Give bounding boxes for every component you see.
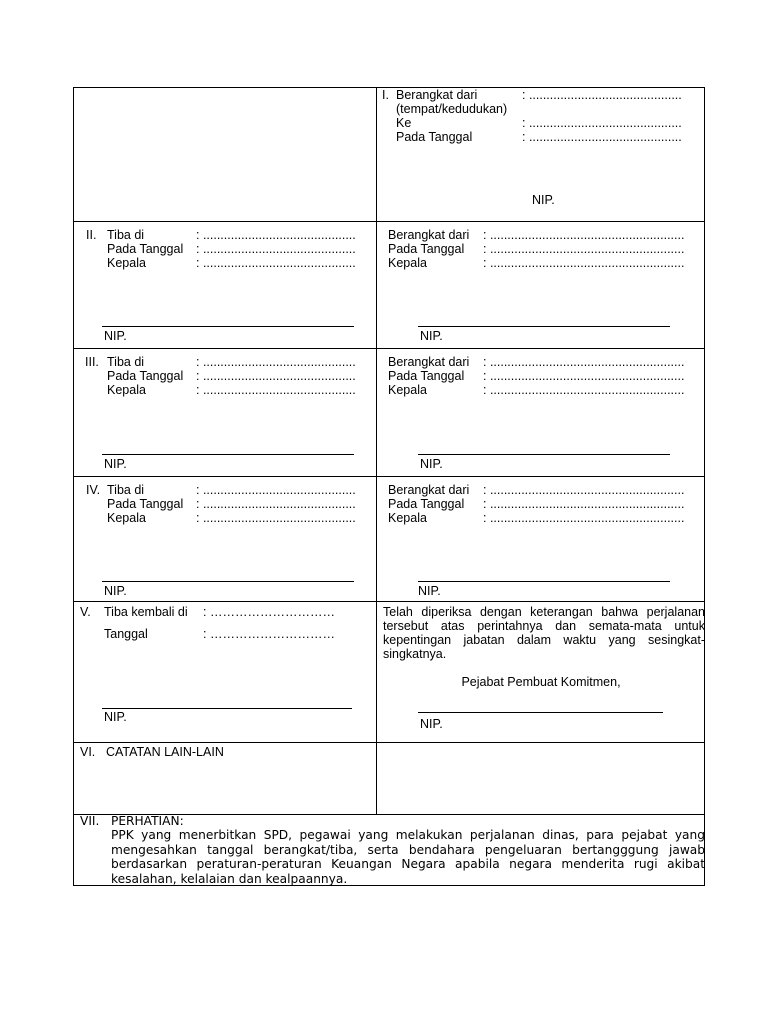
section-2-numeral: II. (86, 228, 97, 242)
section-2-right-nip: NIP. (420, 329, 443, 343)
section-4-right-label-head: Kepala (388, 511, 427, 525)
section-1-value-departure: : ............................................ (522, 88, 682, 102)
section-2-right-label-head: Kepala (388, 256, 427, 270)
section-3-left-value-head: : ............................................ (196, 383, 356, 397)
section-3-left-value-date: : ............................................ (196, 369, 356, 383)
section-3-right-value-date: : ........................................................ (483, 369, 685, 383)
section-2-left-label-date: Pada Tanggal (107, 242, 184, 256)
row-divider-1 (73, 221, 705, 222)
section-7-title: PERHATIAN: (111, 814, 184, 828)
section-2-right-label-departure: Berangkat dari (388, 228, 470, 242)
section-5-label-return: Tiba kembali di (104, 605, 188, 619)
section-2-left-value-head: : ............................................ (196, 256, 356, 270)
section-4-left-value-head: : ............................................ (196, 511, 356, 525)
section-4-right-value-departure: : ........................................................ (483, 483, 685, 497)
section-3-right-label-head: Kepala (388, 383, 427, 397)
section-1-label-departure: Berangkat dari (396, 88, 478, 102)
section-5-statement: Telah diperiksa dengan keterangan bahwa perjalanan tersebut atas perintahnya dan semata-mata untuk kepentingan jabatan dalam waktu yang sesingkat-singkatnya. (383, 605, 705, 661)
section-1-numeral: I. (382, 88, 389, 102)
section-5-left-nip: NIP. (104, 710, 127, 724)
section-5-label-date: Tanggal (104, 627, 148, 641)
row-divider-2 (73, 348, 705, 349)
section-5-value-date: : ………………………… (203, 627, 335, 641)
row-divider-5 (73, 742, 705, 743)
section-4-left-label-date: Pada Tanggal (107, 497, 184, 511)
section-4-right-label-departure: Berangkat dari (388, 483, 470, 497)
section-1-nip: NIP. (532, 193, 555, 207)
section-4-left-label-arrival: Tiba di (107, 483, 145, 497)
section-4-right-signature-line (418, 581, 670, 582)
row-divider-4 (73, 601, 705, 602)
section-5-value-return: : ………………………… (203, 605, 335, 619)
section-1-label-date: Pada Tanggal (396, 130, 473, 144)
section-4-left-signature-line (102, 581, 354, 582)
section-2-left-nip: NIP. (104, 329, 127, 343)
section-2-left-label-head: Kepala (107, 256, 146, 270)
section-6-numeral: VI. (80, 745, 96, 759)
section-6-title: CATATAN LAIN-LAIN (106, 745, 224, 759)
section-2-right-signature-line (418, 326, 670, 327)
section-4-left-nip: NIP. (104, 584, 127, 598)
section-3-right-nip: NIP. (420, 457, 443, 471)
section-3-numeral: III. (85, 355, 99, 369)
section-3-right-label-date: Pada Tanggal (388, 369, 465, 383)
section-2-right-value-head: : ........................................................ (483, 256, 685, 270)
row-divider-3 (73, 476, 705, 477)
section-1-label-domicile: (tempat/kedudukan) (396, 102, 508, 116)
section-2-left-signature-line (102, 326, 354, 327)
section-3-left-signature-line (102, 454, 354, 455)
section-4-right-value-head: : ........................................................ (483, 511, 685, 525)
section-3-right-signature-line (418, 454, 670, 455)
section-3-left-label-date: Pada Tanggal (107, 369, 184, 383)
section-3-left-label-head: Kepala (107, 383, 146, 397)
section-7-body: PPK yang menerbitkan SPD, pegawai yang melakukan perjalanan dinas, para pejabat yang mengesahkan tanggal berangkat/tiba, serta bendahara pengeluaran bertangggung jawab berdasarkan peraturan-peraturan Keuangan Negara apabila negara menderita rugi akibat kesalahan, kelalaian dan kealpaannya. (111, 828, 705, 887)
section-4-right-value-date: : ........................................................ (483, 497, 685, 511)
section-5-right-signature-line (418, 712, 663, 713)
section-3-left-nip: NIP. (104, 457, 127, 471)
section-2-right-value-date: : ........................................................ (483, 242, 685, 256)
section-1-value-destination: : ............................................ (522, 116, 682, 130)
section-2-left-label-arrival: Tiba di (107, 228, 145, 242)
section-5-numeral: V. (80, 605, 91, 619)
section-4-left-value-arrival: : ............................................ (196, 483, 356, 497)
section-7-numeral: VII. (80, 814, 100, 828)
section-5-official-title: Pejabat Pembuat Komitmen, (461, 675, 621, 689)
column-divider (376, 87, 377, 814)
section-5-right-nip: NIP. (420, 717, 443, 731)
section-3-right-label-departure: Berangkat dari (388, 355, 470, 369)
section-4-left-value-date: : ............................................ (196, 497, 356, 511)
section-4-right-nip: NIP. (418, 584, 441, 598)
section-3-right-value-head: : ........................................................ (483, 383, 685, 397)
section-3-left-value-arrival: : ............................................ (196, 355, 356, 369)
section-1-value-date: : ............................................ (522, 130, 682, 144)
section-2-right-label-date: Pada Tanggal (388, 242, 465, 256)
section-3-left-label-arrival: Tiba di (107, 355, 145, 369)
section-4-left-label-head: Kepala (107, 511, 146, 525)
section-3-right-value-departure: : ........................................................ (483, 355, 685, 369)
section-5-left-signature-line (102, 708, 352, 709)
section-1-label-destination: Ke (396, 116, 412, 130)
section-2-left-value-arrival: : ............................................ (196, 228, 356, 242)
section-4-right-label-date: Pada Tanggal (388, 497, 465, 511)
section-2-left-value-date: : ............................................ (196, 242, 356, 256)
section-4-numeral: IV. (86, 483, 101, 497)
section-2-right-value-departure: : ........................................................ (483, 228, 685, 242)
